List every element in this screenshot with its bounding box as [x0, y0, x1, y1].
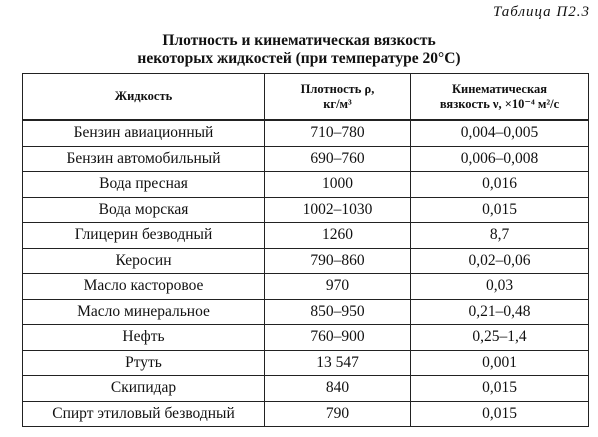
header-density-line-1: Плотность ρ,	[300, 81, 375, 96]
table-row	[23, 376, 589, 402]
viscosity-cell: 8,7	[411, 223, 589, 249]
density-cell: 710–780	[265, 120, 411, 146]
density-cell: 1000	[265, 172, 411, 198]
header-viscosity-line-2: вязкость ν, ×10⁻⁴ м²/с	[439, 96, 560, 111]
table-row	[23, 197, 589, 223]
liquid-name-cell: Масло минеральное	[23, 299, 265, 325]
viscosity-cell: 0,016	[411, 172, 589, 198]
density-cell: 690–760	[265, 146, 411, 172]
viscosity-cell: 0,02–0,06	[411, 248, 589, 274]
density-cell: 760–900	[265, 325, 411, 351]
table-title-line-2: некоторых жидкостей (при температуре 20°C)	[137, 50, 461, 67]
density-cell: 840	[265, 376, 411, 402]
viscosity-cell: 0,015	[411, 376, 589, 402]
table-row	[23, 350, 589, 376]
liquid-name-cell: Бензин автомобильный	[23, 146, 265, 172]
header-liquid	[23, 74, 265, 121]
table-body	[23, 120, 589, 427]
table-row	[23, 248, 589, 274]
liquid-name-cell: Ртуть	[23, 350, 265, 376]
table-row	[23, 120, 589, 146]
liquid-name-cell: Бензин авиационный	[23, 120, 265, 146]
liquid-name-cell: Спирт этиловый безводный	[23, 401, 265, 427]
header-viscosity-line-1: Кинематическая	[451, 81, 548, 96]
viscosity-cell: 0,25–1,4	[411, 325, 589, 351]
viscosity-cell: 0,03	[411, 274, 589, 300]
density-cell: 13 547	[265, 350, 411, 376]
table-row	[23, 146, 589, 172]
table-row	[23, 223, 589, 249]
density-cell: 850–950	[265, 299, 411, 325]
liquid-name-cell: Глицерин безводный	[23, 223, 265, 249]
table-row	[23, 299, 589, 325]
header-viscosity	[411, 74, 589, 121]
viscosity-cell: 0,001	[411, 350, 589, 376]
viscosity-cell: 0,015	[411, 401, 589, 427]
header-liquid-label: Жидкость	[114, 89, 173, 103]
header-density-line-2: кг/м³	[323, 96, 352, 111]
table-title	[0, 32, 598, 68]
liquid-name-cell: Масло касторовое	[23, 274, 265, 300]
viscosity-cell: 0,004–0,005	[411, 120, 589, 146]
table-title-line-1: Плотность и кинематическая вязкость	[162, 32, 436, 49]
header-density	[265, 74, 411, 121]
liquid-name-cell: Скипидар	[23, 376, 265, 402]
density-cell: 970	[265, 274, 411, 300]
viscosity-cell: 0,21–0,48	[411, 299, 589, 325]
liquid-name-cell: Вода пресная	[23, 172, 265, 198]
table-row	[23, 274, 589, 300]
viscosity-cell: 0,015	[411, 197, 589, 223]
density-cell: 1002–1030	[265, 197, 411, 223]
liquid-name-cell: Нефть	[23, 325, 265, 351]
viscosity-cell: 0,006–0,008	[411, 146, 589, 172]
liquid-name-cell: Вода морская	[23, 197, 265, 223]
table-row	[23, 172, 589, 198]
table-row	[23, 401, 589, 427]
liquids-table	[22, 73, 589, 427]
table-header-row	[23, 74, 589, 121]
density-cell: 790	[265, 401, 411, 427]
liquid-name-cell: Керосин	[23, 248, 265, 274]
table-row	[23, 325, 589, 351]
table-number-label: Таблица П2.3	[492, 4, 590, 20]
density-cell: 1260	[265, 223, 411, 249]
density-cell: 790–860	[265, 248, 411, 274]
